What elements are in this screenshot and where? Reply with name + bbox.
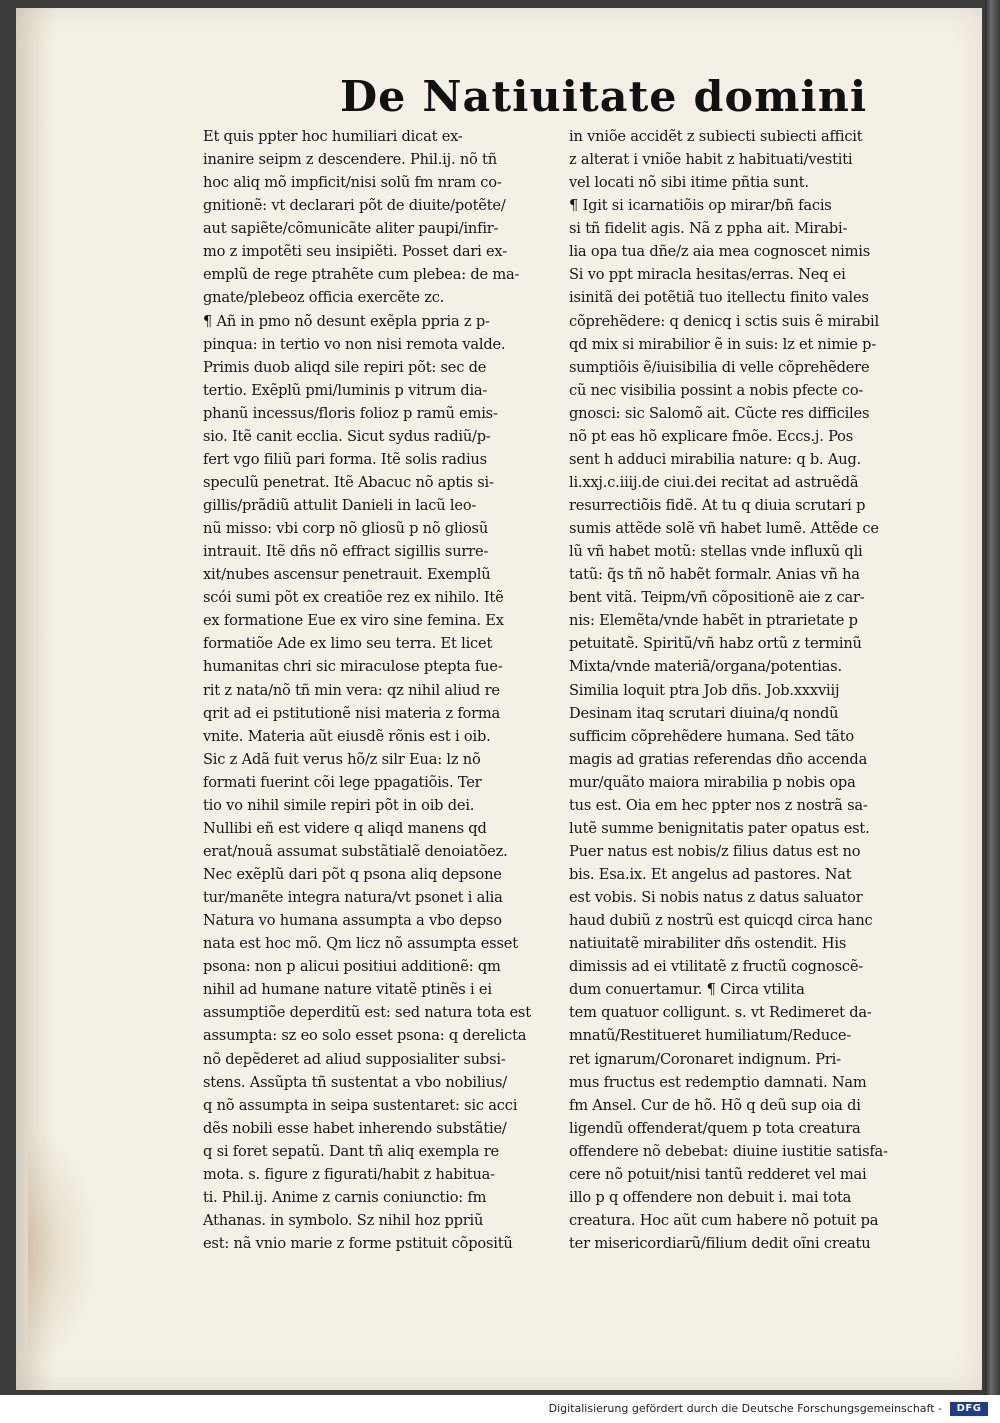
text-line: gnitionẽ: vt declarari põt de diuite/potẽte/ xyxy=(203,197,506,215)
page-stain xyxy=(28,1128,98,1368)
text-line: vnite. Materia aũt eiusdẽ rõnis est i oib. xyxy=(203,727,491,745)
text-line: natiuitatẽ mirabiliter dñs ostendit. His xyxy=(569,935,847,953)
text-line: tatũ: q̃s tñ nõ habẽt formalr. Anias vñ ha xyxy=(569,566,860,584)
text-line: tio vo nihil simile repiri põt in oib dei. xyxy=(203,796,475,814)
text-line: sent h adduci mirabilia nature: q b. Aug. xyxy=(569,450,862,468)
book-spine-edge xyxy=(985,0,1000,1395)
text-line: Desinam itaq scrutari diuina/q nondũ xyxy=(569,704,839,722)
text-line: sumptiõis ẽ/iuisibilia di velle cõprehẽdere xyxy=(569,358,870,376)
text-line: aut sapiẽte/cõmunicãte aliter paupi/infir- xyxy=(203,220,499,238)
page-heading: De Natiuitate domini xyxy=(340,72,868,121)
text-line: nihil ad humane nature vitatẽ ptinẽs i ei xyxy=(203,981,492,999)
text-line: vel locati nõ sibi itime pñtia sunt. xyxy=(569,174,809,192)
text-line: nõ depẽderet ad aliud supposialiter subsi- xyxy=(203,1050,506,1068)
text-line: gnosci: sic Salomõ ait. Cũcte res difficiles xyxy=(569,404,870,422)
text-line: hoc aliq mõ impficit/nisi solũ fm nram co- xyxy=(203,174,502,192)
text-line: psona: non p alicui positiui additionẽ: qm xyxy=(203,958,501,976)
text-line: dẽs nobili esse habet inherendo substãtie/ xyxy=(203,1119,507,1137)
text-line: tem quatuor colligunt. s. vt Redimeret da- xyxy=(569,1004,872,1022)
text-line: bent vitã. Teipm/vñ cõpositionẽ aie z car- xyxy=(569,589,865,607)
text-line: scói sumi põt ex creatiõe rez ex nihilo. Itẽ xyxy=(203,589,504,607)
funding-credit: Digitalisierung gefördert durch die Deutsche Forschungsgemeinschaft - xyxy=(548,1402,942,1415)
text-line: Et quis ppter hoc humiliari dicat ex- xyxy=(203,128,463,145)
text-line: Athanas. in symbolo. Sz nihil hoz ppriũ xyxy=(203,1211,484,1229)
text-line: mnatũ/Restitueret humiliatum/Reduce- xyxy=(569,1027,852,1045)
text-line: bis. Esa.ix. Et angelus ad pastores. Nat xyxy=(569,866,852,883)
text-line: dum conuertamur. ¶ Circa vtilita xyxy=(569,981,805,999)
text-line: Sic z Adã fuit verus hõ/z silr Eua: lz nõ xyxy=(203,750,481,768)
text-line: Mixta/vnde materiã/organa/potentias. xyxy=(569,658,842,676)
text-line: resurrectiõis fidẽ. At tu q diuia scrutari p xyxy=(569,497,866,514)
text-line: in vniõe accidẽt z subiecti subiecti afficit xyxy=(569,128,863,145)
text-line: si tñ fidelit agis. Nã z ppha ait. Mirabi- xyxy=(569,220,848,238)
text-line: fm Ansel. Cur de hõ. Hõ q deũ sup oia di xyxy=(569,1096,861,1114)
text-line: sio. Itẽ canit ecclia. Sicut sydus radiũ/p- xyxy=(203,427,491,445)
text-line: nõ pt eas hõ explicare fmõe. Eccs.j. Pos xyxy=(569,427,854,445)
text-line: assumptiõe deperditũ est: sed natura tota est xyxy=(203,1004,531,1022)
text-line: Puer natus est nobis/z filius datus est no xyxy=(569,842,861,860)
text-line: ¶ Añ in pmo nõ desunt exẽpla ppria z p- xyxy=(203,312,490,330)
text-line: formati fuerint cõi lege ppagatiõis. Ter xyxy=(203,773,482,791)
text-line: q nõ assumpta in seipa sustentaret: sic acci xyxy=(203,1096,518,1114)
text-line: mur/quãto maiora mirabilia p nobis opa xyxy=(569,773,856,791)
text-line: z alterat i vniõe habit z habituati/vestiti xyxy=(569,151,853,169)
dfg-logo: DFG xyxy=(950,1402,988,1416)
left-text-column xyxy=(203,125,568,1255)
text-line: gillis/prãdiũ attulit Danieli in lacũ leo- xyxy=(203,497,477,514)
text-line: intrauit. Itẽ dñs nõ effract sigillis surre- xyxy=(203,543,489,561)
text-line: ter misericordiarũ/filium dedit oĩni creatu xyxy=(569,1235,871,1252)
text-line: qrit ad ei pstitutionẽ nisi materia z forma xyxy=(203,704,501,722)
text-line: fert vgo filiũ pari forma. Itẽ solis radius xyxy=(203,450,487,468)
text-line: Natura vo humana assumpta a vbo depso xyxy=(203,912,502,930)
text-line: tertio. Exẽplũ pmi/luminis p vitrum dia- xyxy=(203,381,488,399)
text-line: speculũ penetrat. Itẽ Abacuc nõ aptis si- xyxy=(203,473,494,491)
text-line: Nullibi eñ est videre q aliqd manens qd xyxy=(203,819,487,837)
text-line: xit/nubes ascensur penetrauit. Exemplũ xyxy=(203,566,491,584)
text-line: gnate/plebeoz officia exercẽte zc. xyxy=(203,289,445,307)
text-line: cõprehẽdere: q denicq i sctis suis ẽ mirabil xyxy=(569,312,879,330)
text-line: q si foret sepatũ. Dant tñ aliq exempla re xyxy=(203,1142,499,1160)
text-line: rit z nata/nõ tñ min vera: qz nihil aliud re xyxy=(203,681,500,699)
text-line: sumis attẽde solẽ vñ habet lumẽ. Attẽde ce xyxy=(569,520,879,538)
text-line: sufficim cõprehẽdere humana. Sed tãto xyxy=(569,727,855,745)
text-line: ti. Phil.ij. Anime z carnis coniunctio: fm xyxy=(203,1188,487,1206)
text-line: ¶ Igit si icarnatiõis op mirar/bñ facis xyxy=(569,197,832,215)
text-line: qd mix si mirabilior ẽ in suis: lz et nimie p- xyxy=(569,335,877,353)
text-line: ret ignarum/Coronaret indignum. Pri- xyxy=(569,1050,841,1068)
text-line: Primis duob aliqd sile repiri põt: sec de xyxy=(203,358,487,376)
text-line: mo z impotẽti seu insipiẽti. Posset dari ex- xyxy=(203,243,507,261)
text-line: magis ad gratias referendas dño accenda xyxy=(569,750,868,768)
text-line: tur/manẽte integra natura/vt psonet i alia xyxy=(203,889,503,907)
text-line: Nec exẽplũ dari põt q psona aliq depsone xyxy=(203,866,502,883)
text-line: creatura. Hoc aũt cum habere nõ potuit pa xyxy=(569,1211,879,1229)
text-line: formatiõe Ade ex limo seu terra. Et licet xyxy=(203,635,493,653)
text-line: tus est. Oia em hec ppter nos z nostrã sa- xyxy=(569,796,868,814)
text-line: stens. Assũpta tñ sustentat a vbo nobilius/ xyxy=(203,1073,507,1091)
text-line: cere nõ potuit/nisi tantũ redderet vel mai xyxy=(569,1165,867,1183)
right-text-column xyxy=(569,125,935,1255)
text-line: mus fructus est redemptio damnati. Nam xyxy=(569,1073,867,1091)
text-line: illo p q offendere non debuit i. mai tota xyxy=(569,1188,852,1206)
text-line: petuitatẽ. Spiritũ/vñ habz ortũ z terminũ xyxy=(569,635,862,653)
text-line: lũ vñ habet motũ: stellas vnde influxũ qli xyxy=(569,543,863,561)
text-line: inanire seipm z descendere. Phil.ij. nõ tñ xyxy=(203,151,497,169)
text-line: Si vo ppt miracla hesitas/erras. Neq ei xyxy=(569,266,846,284)
text-line: assumpta: sz eo solo esset psona: q derelicta xyxy=(203,1027,527,1045)
text-line: pinqua: in tertio vo non nisi remota valde. xyxy=(203,335,506,353)
text-line: haud dubiũ z nostrũ est quicqd circa hanc xyxy=(569,912,873,930)
text-line: nata est hoc mõ. Qm licz nõ assumpta esset xyxy=(203,935,518,953)
text-line: mota. s. figure z figurati/habit z habitua- xyxy=(203,1165,495,1183)
text-line: nis: Elemẽta/vnde habẽt in ptrarietate p xyxy=(569,612,858,630)
text-line: erat/nouã assumat substãtialẽ denoiatõez. xyxy=(203,842,508,860)
text-line: nũ misso: vbi corp nõ gliosũ p nõ gliosũ xyxy=(203,520,489,538)
text-line: offendere nõ debebat: diuine iustitie satisfa- xyxy=(569,1142,888,1160)
text-line: lia opa tua dñe/z aia mea cognoscet nimis xyxy=(569,243,871,261)
text-line: ex formatione Eue ex viro sine femina. Ex xyxy=(203,612,504,630)
text-line: est vobis. Si nobis natus z datus saluator xyxy=(569,889,863,907)
text-line: li.xxj.c.iiij.de ciui.dei recitat ad astruẽdã xyxy=(569,473,859,491)
text-line: cũ nec visibilia possint a nobis pfecte co- xyxy=(569,381,864,399)
text-line: Similia loquit ptra Job dñs. Job.xxxviij xyxy=(569,681,840,699)
text-line: ligendũ offenderat/quem p tota creatura xyxy=(569,1119,861,1137)
text-line: phanũ incessus/floris folioz p ramũ emis- xyxy=(203,404,498,422)
text-line: emplũ de rege ptrahẽte cum plebea: de ma- xyxy=(203,266,520,284)
text-line: lutẽ summe benignitatis pater opatus est. xyxy=(569,819,870,837)
text-line: isinitã dei potẽtiã tuo itellectu finito vales xyxy=(569,289,869,307)
text-line: humanitas chri sic miraculose ptepta fue- xyxy=(203,658,503,676)
text-line: dimissis ad ei vtilitatẽ z fructũ cognoscẽ- xyxy=(569,958,864,976)
text-line: est: nã vnio marie z forme pstituit cõpositũ xyxy=(203,1235,513,1252)
